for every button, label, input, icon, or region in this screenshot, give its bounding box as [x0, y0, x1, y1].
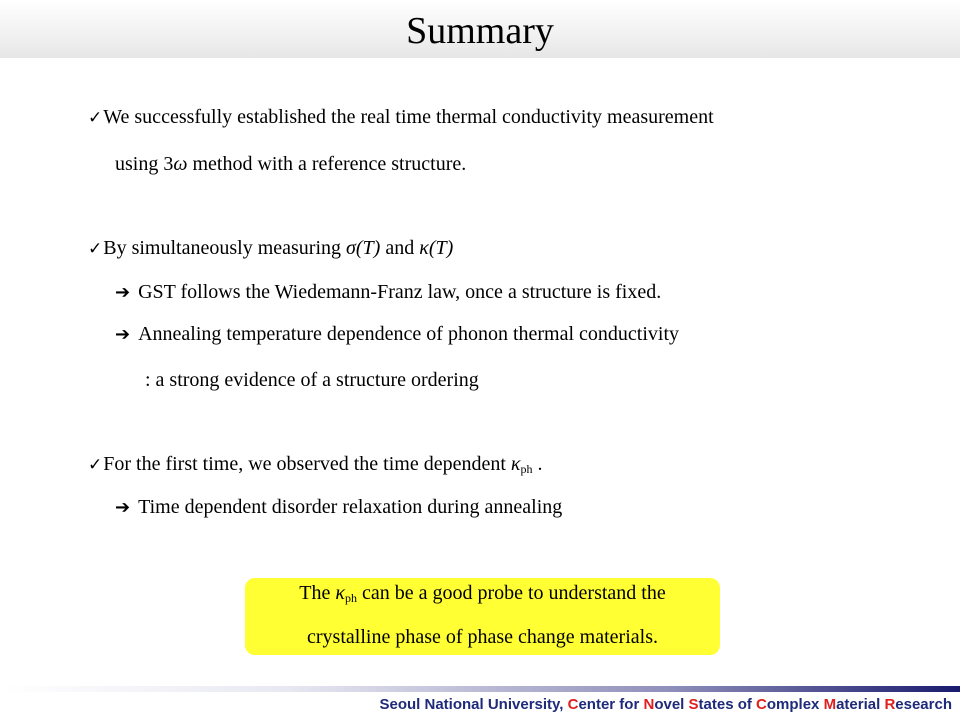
bullet-1-line-2: using 3ω method with a reference structure. — [115, 153, 467, 175]
kappa-symbol: κ — [335, 582, 345, 604]
slide-title: Summary — [406, 10, 554, 52]
check-icon: ✓ — [88, 108, 103, 128]
bullet-2: ✓By simultaneously measuring σ(T) and κ(T) — [88, 237, 454, 259]
bullet-2-sub-3: : a strong evidence of a structure ordering — [145, 369, 479, 391]
right-arrow-icon: ➔ — [115, 324, 131, 345]
omega-symbol: ω — [173, 153, 188, 175]
conclusion-line-1: The $\kappa_{ph}$ can be a good probe to understand the — [299, 582, 666, 605]
footer-gradient-bar — [0, 686, 960, 692]
bullet-2-sub-1: ➔ GST follows the Wiedemann-Franz law, once a structure is fixed. — [115, 281, 662, 303]
check-icon: ✓ — [88, 455, 103, 475]
bullet-2-sub-2: ➔ Annealing temperature dependence of phonon thermal conductivity — [115, 323, 680, 345]
kappa-symbol: κ — [510, 453, 521, 475]
right-arrow-icon: ➔ — [115, 282, 131, 303]
bullet-3-sub-1: ➔ Time dependent disorder relaxation during annealing — [115, 496, 563, 518]
kappa-symbol: κ — [419, 237, 429, 259]
ph-subscript: ph — [520, 462, 533, 476]
check-icon: ✓ — [88, 239, 103, 259]
ph-subscript: ph — [344, 591, 357, 605]
bullet-3: ✓For the first time, we observed the time dependent $\kappa_{ph}$ . — [88, 453, 543, 476]
bullet-1-line-1: ✓We successfully established the real time thermal conductivity measurement — [88, 106, 714, 128]
footer-institution: Seoul National University, Center for Novel States of Complex Material Research — [379, 696, 952, 713]
conclusion-line-2: crystalline phase of phase change materials. — [307, 626, 658, 648]
right-arrow-icon: ➔ — [115, 497, 131, 518]
sigma-symbol: σ — [346, 237, 356, 259]
